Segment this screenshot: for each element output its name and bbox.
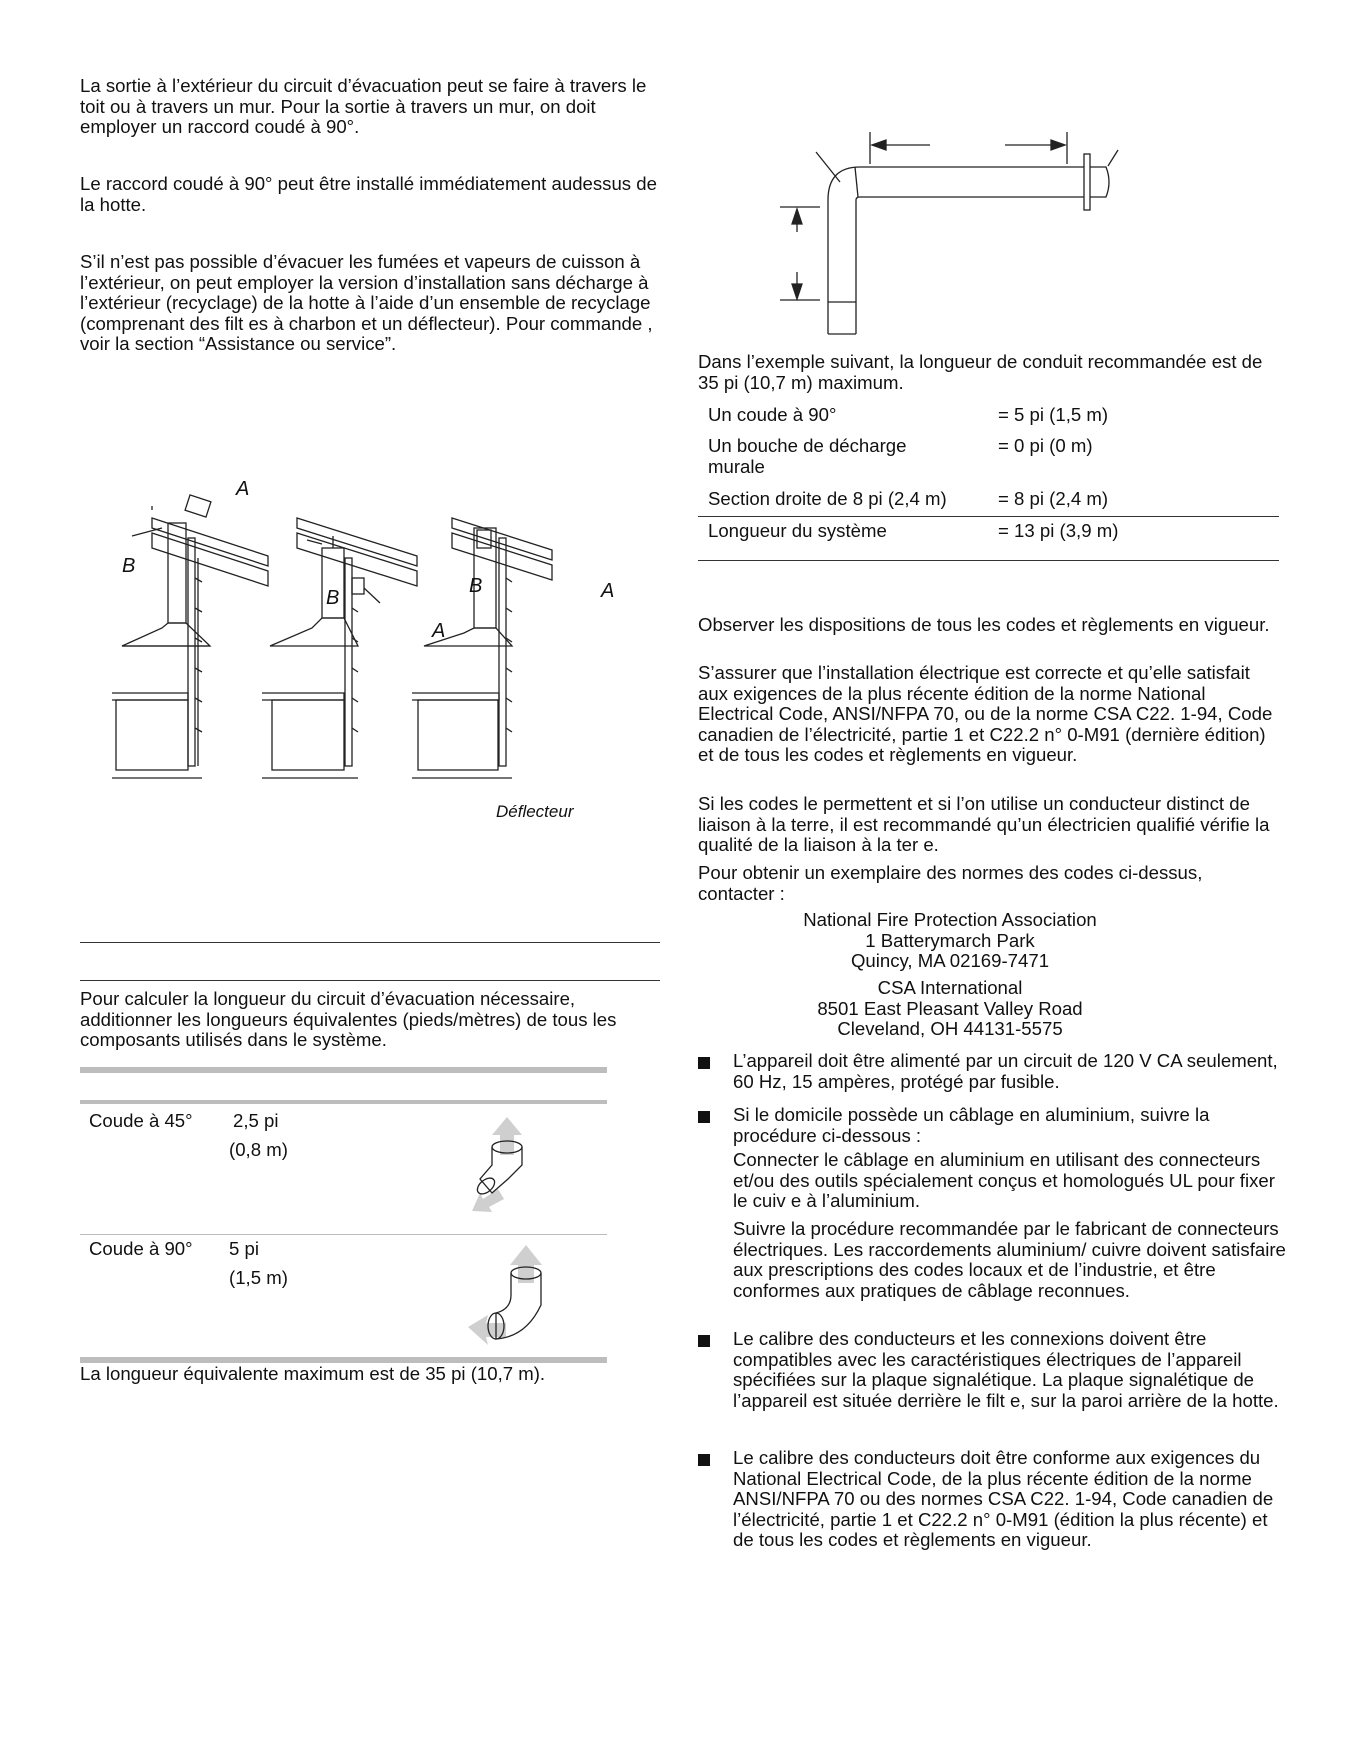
example-row-value: = 5 pi (1,5 m) [998, 404, 1109, 425]
example-total-label: Longueur du système [708, 520, 887, 541]
address-line: 8501 East Pleasant Valley Road [817, 997, 1083, 1019]
table-rule-top-thick [80, 1067, 607, 1073]
label-b-wall: B [326, 587, 340, 609]
component-value-ft: 5 pi [229, 1238, 259, 1259]
bullet-square-icon [698, 1454, 710, 1466]
max-length-note: La longueur équivalente maximum est de 35 pi (10,7 m). [80, 1363, 546, 1384]
address-nfpa [780, 910, 1120, 972]
address-line: National Fire Protection Association [803, 909, 1097, 930]
elec-para-contact: Pour obtenir un exemplaire des normes des codes ci-dessus, contacter : [698, 862, 1203, 904]
label-b-roof: B [122, 555, 136, 577]
elec-para-installation: S’assurer que l’installation électrique est correcte et qu’elle satisfait aux exigences de la plus récente édition de la norme National Electrical Code, ANSI/NFPA 70, ou de la norme CSA C22. 1-94, Code canadien de l’électricité, partie 1 et C22.2 n° 0-M91 (dernière édition) et de tous les codes et règlements en vigueur. [698, 662, 1273, 766]
example-row-label: Un coude à 90° [708, 404, 837, 425]
label-b-deflector: B [469, 575, 483, 597]
example-row-value: = 0 pi (0 m) [998, 435, 1093, 456]
component-value-m: (1,5 m) [229, 1267, 288, 1288]
para-recirculation: S’il n’est pas possible d’évacuer les fumées et vapeurs de cuisson à l’extérieur, on peut employer la version d’installation sans décharge à l’extérieur (recyclage) de la hotte à l’aide d’un ensemble de recyclage (comprenant des filt es à charbon et un déflecteur). Pour commande , voir la section “Assistance ou service”. [80, 251, 653, 355]
component-value-m: (0,8 m) [229, 1139, 288, 1160]
example-sum-rule [698, 516, 1279, 517]
address-csa [780, 978, 1120, 1040]
example-bottom-rule [698, 560, 1279, 561]
example-row-label: Un bouche de décharge murale [708, 435, 907, 477]
label-a-deflector: A [601, 580, 615, 602]
bullet-square-icon [698, 1111, 710, 1123]
bullet-square-icon [698, 1057, 710, 1069]
bullet-conductor-compat: Le calibre des conducteurs et les connexions doivent être compatibles avec les caractéristiques électriques de l’appareil spécifiées sur la plaque signalétique. La plaque signalétique de l’appareil est située derrière le filt e, sur la paroi arrière de la hotte. [733, 1328, 1279, 1411]
elec-para-codes: Observer les dispositions de tous les codes et règlements en vigueur. [698, 614, 1270, 635]
address-line: Cleveland, OH 44131-5575 [837, 1018, 1063, 1040]
table-rule-header [80, 1100, 607, 1104]
address-line: 1 Batterymarch Park [865, 929, 1035, 951]
example-total-value: = 13 pi (3,9 m) [998, 520, 1119, 541]
component-name: Coude à 45° [89, 1110, 193, 1131]
elec-para-grounding: Si les codes le permettent et si l’on utilise un conducteur distinct de liaison à la terre, il est recommandé qu’un électricien qualifié vérifie la qualité de la liaison à la ter e. [698, 793, 1270, 856]
bullet-aluminum-wiring: Si le domicile possède un câblage en aluminium, suivre la procédure ci-dessous : [733, 1104, 1210, 1146]
bullet-power-supply: L’appareil doit être alimenté par un circuit de 120 V CA seulement, 60 Hz, 15 ampères, protégé par fusible. [733, 1050, 1278, 1092]
elbow-90-icon [466, 1243, 546, 1347]
section-rule-top [80, 942, 660, 943]
figure-wall-vent [262, 518, 417, 778]
address-line: CSA International [877, 977, 1023, 998]
bullet-conductor-code: Le calibre des conducteurs doit être conforme aux exigences du National Electrical Code, de la plus récente édition de la norme ANSI/NFPA 70 ou des normes CSA C22. 1-94, Code canadien de l’électricité, partie 1 et C22.2 n° 0-M91 (édition la plus récente) et de tous les codes et règlements en vigueur. [733, 1447, 1274, 1551]
component-value-ft: 2,5 pi [233, 1110, 279, 1131]
bullet-aluminum-sub1: Connecter le câblage en aluminium en utilisant des connecteurs et/ou des outils spécialement conçus et homologués UL pour fixer le cuiv e à l’aluminium. [733, 1149, 1275, 1212]
hood-installation-figures [112, 478, 590, 796]
para-elbow-above-hood: Le raccord coudé à 90° peut être installé immédiatement audessus de la hotte. [80, 173, 657, 215]
address-line: Quincy, MA 02169-7471 [850, 950, 1050, 972]
example-row-label: Section droite de 8 pi (2,4 m) [708, 488, 947, 509]
example-intro: Dans l’exemple suivant, la longueur de conduit recommandée est de 35 pi (10,7 m) maximum. [698, 351, 1263, 393]
label-a-roof: A [236, 478, 250, 500]
section-rule-bottom [80, 980, 660, 981]
bullet-square-icon [698, 1335, 710, 1347]
para-calc-length: Pour calculer la longueur du circuit d’évacuation nécessaire, additionner les longueurs équivalentes (pieds/mètres) de tous les composants utilisés dans le système. [80, 988, 617, 1051]
bullet-aluminum-sub2: Suivre la procédure recommandée par le fabricant de connecteurs électriques. Les raccordements aluminium/ cuivre doivent satisfaire aux prescriptions des codes locaux et de l’industrie, et être conformes aux pratiques de câblage reconnues. [733, 1218, 1286, 1301]
figure-roof-vent [112, 495, 268, 778]
duct-example-diagram [780, 132, 1120, 342]
table-row-divider [80, 1234, 607, 1235]
figure-deflector [412, 518, 552, 778]
component-name: Coude à 90° [89, 1238, 193, 1259]
para-vent-exit: La sortie à l’extérieur du circuit d’évacuation peut se faire à travers le toit ou à travers un mur. Pour la sortie à travers un mur, on doit employer un raccord coudé à 90°. [80, 75, 647, 138]
elbow-45-icon [470, 1115, 545, 1215]
label-a-wall: A [432, 620, 446, 642]
deflector-caption: Déflecteur [496, 802, 574, 821]
example-row-value: = 8 pi (2,4 m) [998, 488, 1109, 509]
